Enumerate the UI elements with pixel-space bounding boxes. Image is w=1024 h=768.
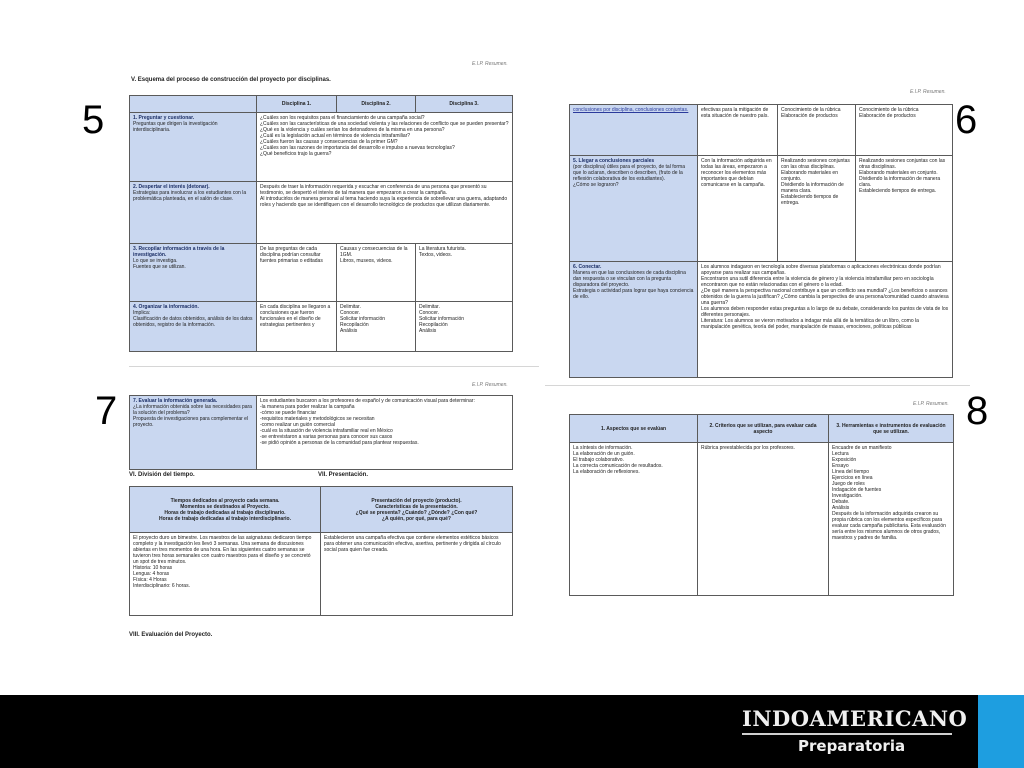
p6-header-note: E.I.P. Resumen. (910, 89, 946, 95)
p5-row1-label: 1. Preguntar y cuestionar. Preguntas que dirigen la investigación interdisciplinaria. (130, 113, 257, 182)
p6-row0-c1: efectivas para la mitigación de esta situación de nuestro país. (698, 105, 778, 156)
footer-accent (978, 695, 1024, 768)
p7-head-tiempos: Tiempos dedicados al proyecto cada semana. Momentos se destinados al Proyecto. Horas de trabajo dedicadas al trabajo disciplinario. Horas de trabajo dedicadas al trabajo interdisciplinario. (130, 487, 321, 533)
p5-head-disciplina-2: Disciplina 2. (337, 96, 416, 113)
page-number-5: 5 (82, 98, 105, 142)
p6-row0-label: conclusiones por disciplina, conclusiones conjuntas. (570, 105, 698, 156)
p7-tiempos-content: El proyecto duro un bimestre. Los maestros de las asignaturas dedicaron tiempo completo y la investigación les llevó 3 semanas. Una semana de discusiones abiertas en tres momentos de una hora. En las siguientes cuatro semanas se tuvieron tres horas semanales con cuatro maestros para el diseño y se concretó un spot de tres minutos. Historia: 10 horas Lengua: 4 horas Física: 4 Horas Interdisciplinario: 6 horas. (130, 533, 321, 616)
p8-criterios-content: Rúbrica preestablecida por los profesores. (698, 443, 829, 596)
p6-row1-label: 5. Llegar a conclusiones parciales (por disciplina) útiles para el proyecto, de tal forma que lo aclaran, describen o describen, (fruto de la reflexión colaborativa de los estudiantes). ¿Cómo se lograron? (570, 156, 698, 262)
p5-row4-disciplina-3: Delimitar. Conocer. Solicitar información Recopilación Análisis (416, 302, 513, 352)
p6-row1-c2: Realizando sesiones conjuntas con las otras disciplinas. Elaborando materiales en conjunto. Dividiendo la información de manera clara. Estableciendo tiempos de entrega. (778, 156, 856, 262)
p6-row0-c2: Conocimiento de la rúbrica Elaboración de productos (778, 105, 856, 156)
p5-row3-disciplina-1: De las preguntas de cada disciplina podrían consultar fuentes primarias o editadas (257, 244, 337, 302)
p8-head-criterios: 2. Criterios que se utilizan, para evaluar cada aspecto (698, 415, 829, 443)
p8-aspectos-content: La síntesis de información. La elaboración de un guión. El trabajo colaborativo. La correcta comunicación de resultados. La elaboración de reflexiones. (570, 443, 698, 596)
divider-right (545, 385, 970, 386)
p8-head-herramientas: 3. Herramientas e instrumentos de evaluación que se utilizan. (829, 415, 954, 443)
page-number-6: 6 (955, 98, 978, 142)
brand-logo-name: INDOAMERICANO (742, 706, 968, 731)
p6-row0-c3: Conocimiento de la rúbrica Elaboración de productos (856, 105, 953, 156)
p5-row4-label: 4. Organizar la información. Implica: Clasificación de datos obtenidos, análisis de los datos obtenidos, registro de la información. (130, 302, 257, 352)
p5-head-blank (130, 96, 257, 113)
p6-row1-c1: Con la información adquirida en todas las áreas, empezaron a reconocer los elementos más importantes que debían comunicarse en la campaña. (698, 156, 778, 262)
p7-row-content: Los estudiantes buscaron a los profesores de español y de comunicación visual para determinar: -la manera para poder realizar la campaña -cómo se puede financiar -requisitos materiales y metodológicos se necesitan -como realizar un guión comercial -cuál es la situación de violencia intrafamiliar real en México -se entrevistaron a varias personas para conocer sus casos -se pidió opinión a personas de la comunidad para plantear respuestas. (257, 396, 513, 470)
p5-row3-label: 3. Recopilar información a través de la investigación. Lo que se investiga. Fuentes que se utilizan. (130, 244, 257, 302)
p6-row2-content: Los alumnos indagaron en tecnología sobre diversas plataformas o aplicaciones electrónicas donde podrían apoyarse para realizar sus campañas. Encontraron una sutil diferencia entre la violencia de género y la violencia intrafamiliar pero en sociología encontraron que no están relacionadas con el género o la edad. ¿De qué manera la perspectiva nacional contribuye a que un conflicto sea mundial? ¿Los beneficios o avances obtenidos de la guerra la justifican? ¿Cómo cambia la perspectiva de una persona/comunidad cuando atraviesa una guerra? Los alumnos deben responder estas preguntas a lo largo de su debate, considerando los puntos de vista de los diferentes personajes. Literatura: Los alumnos se vieron motivados a indagar más allá de la temática de un libro, como la manipulación genética, teoría del poder, manipulación de masas, emociones, políticas públicas (698, 262, 953, 378)
p6-table (569, 104, 952, 378)
p5-table (129, 95, 512, 352)
p7-row-label: 7. Evaluar la información generada. ¿La información obtenida sobre las necesidades para la solución del problema? Propuesta de investigaciones para complementar el proyecto. (130, 396, 257, 470)
p7-presentacion-content: Establecieron una campaña efectiva que contiene elementos estéticos básicos para obtener una comunicación efectiva, asertiva, pertinente y dirigida al círculo social para quien fue creada. (321, 533, 513, 616)
p5-row1-content: ¿Cuáles son los requisitos para el financiamiento de una campaña social? ¿Cuáles son las características de una sociedad violenta y las relaciones de conflicto que se pueden presentar? ¿Qué es la violencia y cuáles serían los detonadores de la misma en una persona? ¿Cuál es la legislación actual en términos de violencia intrafamiliar? ¿Cuáles fueron las causas y consecuencias de la primer GM? ¿Cuáles son las razones de importancia del desarrollo e impulso a nuevas tecnologías? ¿Qué beneficios trajo la guerra? (257, 113, 513, 182)
p8-header-note: E.I.P. Resumen. (913, 401, 949, 407)
p7-section-viii: VIII. Evaluación del Proyecto. (129, 632, 213, 638)
p5-section-title: V. Esquema del proceso de construcción del proyecto por disciplinas. (131, 77, 331, 83)
brand-logo-sub: Preparatoria (798, 737, 906, 755)
p7-table2 (129, 486, 512, 616)
p7-head-presentacion: Presentación del proyecto (producto). Características de la presentación. ¿Qué se presenta? ¿Cuándo? ¿Dónde? ¿Con qué? ¿A quién, por qué, para qué? (321, 487, 513, 533)
p7-section-vii: VII. Presentación. (318, 472, 369, 478)
p7-table1 (129, 395, 512, 470)
p5-head-disciplina-3: Disciplina 3. (416, 96, 513, 113)
p5-row2-content: Después de traer la información requerida y escuchar en conferencia de una persona que presentó su testimonio, se despertó el interés de tal manera que empezaron a crear la campaña. Al introducirlos de manera personal al tema haciendo suya la experiencia de sobrellevar una guerra, adaptando roles y haciendo que se identifiquen con el desarrollo tecnológico de productos que utilizan diariamente. (257, 182, 513, 244)
brand-divider (742, 733, 952, 735)
p6-row1-c3: Realizando sesiones conjuntas con las otras disciplinas. Elaborando materiales en conjunto. Dividiendo la información de manera clara. Estableciendo tiempos de entrega. (856, 156, 953, 262)
p5-row2-label: 2. Despertar el interés (detonar). Estrategias para involucrar a los estudiantes con la problemática planteada, en el salón de clase. (130, 182, 257, 244)
page-number-8: 8 (966, 389, 989, 433)
p6-row2-label: 6. Conectar. Manera en que las conclusiones de cada disciplina dan respuesta o se vinculan con la pregunta disparadora del proyecto. Estrategia o actividad para lograr que haya conciencia de ello. (570, 262, 698, 378)
p5-row3-disciplina-2: Causas y consecuencias de la 1GM. Libros, museos, videos. (337, 244, 416, 302)
p5-row3-disciplina-3: La literatura futurista. Textos, videos. (416, 244, 513, 302)
p5-head-disciplina-1: Disciplina 1. (257, 96, 337, 113)
p8-herramientas-content: Encuadre de un manifiesto Lectura Exposición Ensayo Línea del tiempo Ejercicios en línea Juego de roles Indagación de fuentes Investigación. Debate. Análisis Después de la información adquirida crearon su propia rúbrica con los elementos específicos para evaluar cada campaña publicitaria. Esta evaluación sería entre los mismos alumnos de otros grados, maestros y padres de familia. (829, 443, 954, 596)
p8-table (569, 414, 953, 596)
p7-section-vi: VI. División del tiempo. (129, 472, 195, 478)
divider-left (129, 366, 539, 367)
p5-row4-disciplina-2: Delimitar. Conocer. Solicitar información Recopilación Análisis (337, 302, 416, 352)
p5-header-note: E.I.P. Resumen. (472, 61, 508, 67)
p5-row4-disciplina-1: En cada disciplina se llegaron a conclusiones que fueron funcionales en el diseño de estrategias pertinentes y (257, 302, 337, 352)
page-number-7: 7 (95, 389, 118, 433)
p8-head-aspectos: 1. Aspectos que se evalúan (570, 415, 698, 443)
p7-header-note: E.I.P. Resumen. (472, 382, 508, 388)
